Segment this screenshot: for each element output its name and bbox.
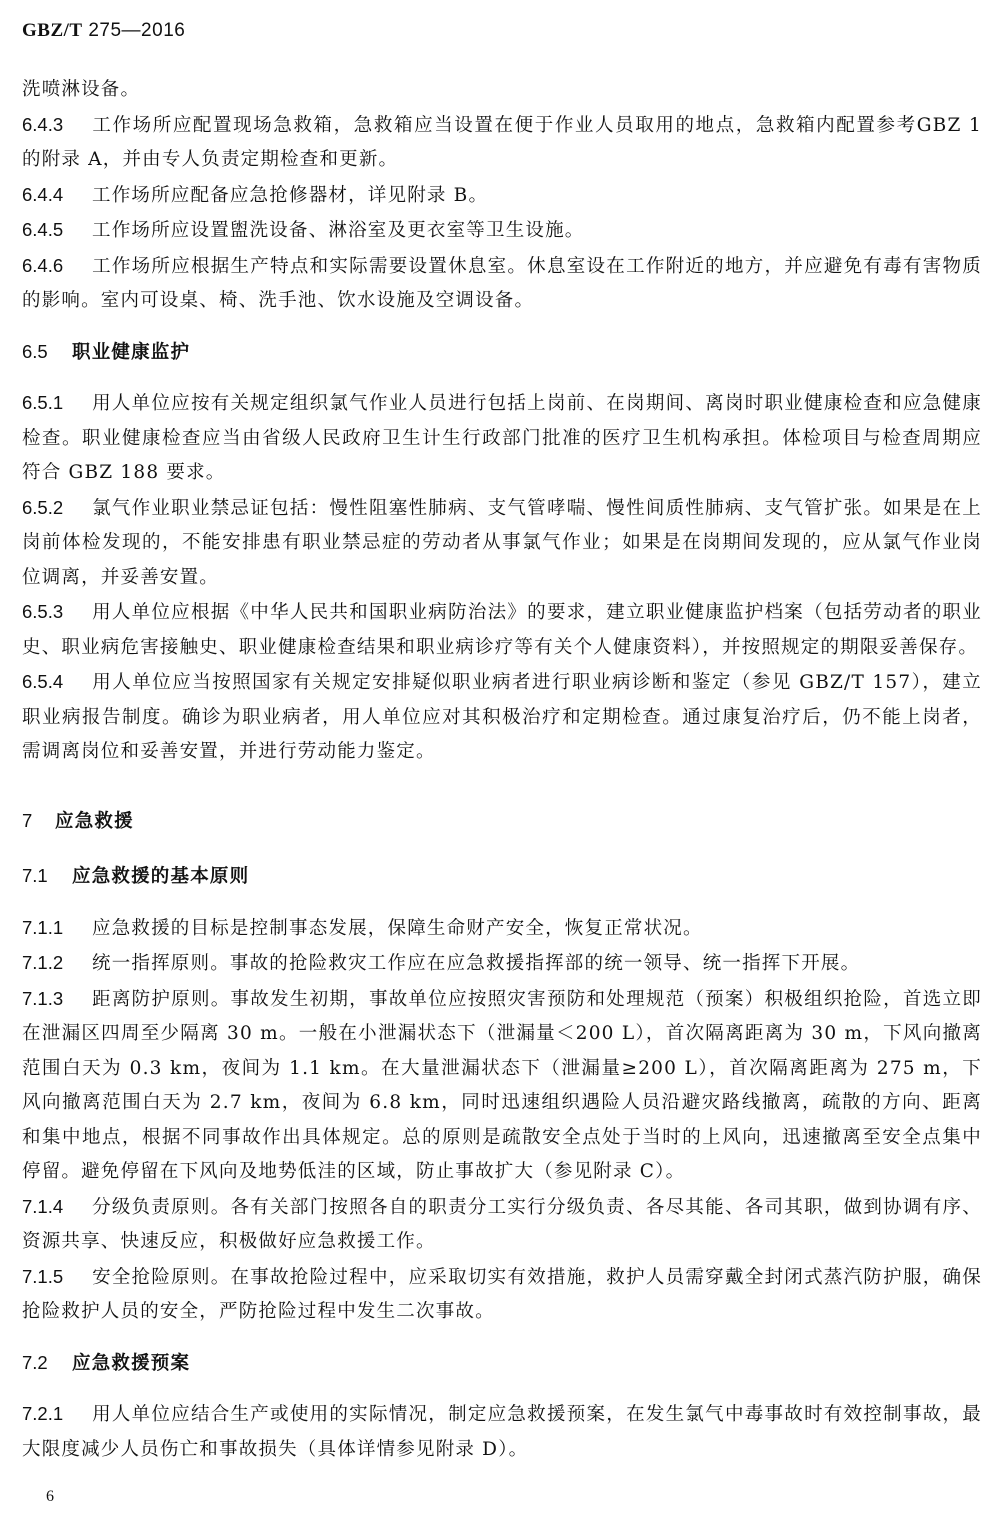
section-title: 职业健康监护 [72, 341, 191, 363]
clause-number: 7.1.3 [22, 987, 64, 1009]
clause-6-5-1 [22, 386, 982, 491]
clause-number: 6.4.3 [22, 113, 64, 135]
section-title: 应急救援的基本原则 [72, 866, 250, 887]
clause-text: 分级负责原则。各有关部门按照各自的职责分工实行分级负责、各尽其能、各司其职，做到协调有序、资源共享、快速反应，积极做好应急救援工作。 [22, 1196, 982, 1252]
clause-6-4-5 [22, 213, 982, 249]
clause-text: 应急救援的目标是控制事态发展，保障生命财产安全，恢复正常状况。 [92, 917, 703, 939]
clause-number: 7.1.4 [22, 1195, 64, 1217]
clause-number: 6.4.5 [22, 219, 64, 240]
clause-6-4-3 [22, 108, 982, 178]
clause-7-1-2 [22, 946, 982, 982]
clause-number: 7.1.1 [22, 916, 64, 938]
clause-number: 6.4.6 [22, 254, 64, 276]
clause-text: 安全抢险原则。在事故抢险过程中，应采取切实有效措施，救护人员需穿戴全封闭式蒸汽防护服，确保抢险救护人员的安全，严防抢险过程中发生二次事故。 [22, 1266, 982, 1322]
clause-7-1-5 [22, 1260, 982, 1330]
chapter-number: 7 [22, 809, 33, 831]
section-number: 6.5 [22, 340, 48, 362]
chapter-title: 应急救援 [55, 810, 134, 832]
clause-text: 用人单位应结合生产或使用的实际情况，制定应急救援预案，在发生氯气中毒事故时有效控制事故，最大限度减少人员伤亡和事故损失（具体详情参见附录 D）。 [22, 1404, 982, 1460]
clause-text: 氯气作业职业禁忌证包括：慢性阻塞性肺病、支气管哮喘、慢性间质性肺病、支气管扩张。如果是在上岗前体检发现的，不能安排患有职业禁忌症的劳动者从事氯气作业；如果是在岗期间发现的，应从氯气作业岗位调离，并妥善安置。 [22, 497, 982, 588]
clause-7-1-3 [22, 982, 982, 1190]
section-number: 7.2 [22, 1351, 48, 1373]
clause-text: 用人单位应按有关规定组织氯气作业人员进行包括上岗前、在岗期间、离岗时职业健康检查和应急健康检查。职业健康检查应当由省级人民政府卫生计生行政部门批准的医疗卫生机构承担。体检项目与检查周期应符合 GBZ 188 要求。 [22, 393, 982, 483]
chapter-heading-7 [22, 804, 982, 840]
standard-number: 275—2016 [88, 20, 186, 41]
clause-number: 6.5.4 [22, 671, 64, 692]
paragraph [22, 73, 982, 108]
clause-text: 用人单位应当按照国家有关规定安排疑似职业病者进行职业病诊断和鉴定（参见 GBZ/T 157），建立职业病报告制度。确诊为职业病者，用人单位应对其积极治疗和定期检查。通过康复治疗后，仍不能上岗者，需调离岗位和妥善安置，并进行劳动能力鉴定。 [22, 672, 982, 762]
clause-number: 6.5.1 [22, 392, 64, 413]
clause-text: 工作场所应设置盥洗设备、淋浴室及更衣室等卫生设施。 [92, 220, 585, 241]
standard-code: GBZ/T [22, 20, 83, 41]
clause-number: 7.1.2 [22, 952, 64, 973]
document-body [22, 73, 982, 1467]
clause-7-1-1 [22, 911, 982, 947]
clause-text: 用人单位应根据《中华人民共和国职业病防治法》的要求，建立职业健康监护档案（包括劳动者的职业史、职业病危害接触史、职业健康检查结果和职业病诊疗等有关个人健康资料），并按照规定的期限妥善保存。 [22, 602, 982, 658]
clause-7-1-4 [22, 1190, 982, 1260]
paragraph-text: 洗喷淋设备。 [22, 79, 141, 100]
clause-6-4-4 [22, 178, 982, 214]
clause-6-4-6 [22, 249, 982, 319]
clause-text: 距离防护原则。事故发生初期，事故单位应按照灾害预防和处理规范（预案）积极组织抢险，首选立即在泄漏区四周至少隔离 30 m。一般在小泄漏状态下（泄漏量＜200 L），首次隔离距离为 30 m，下风向撤离范围白天为 0.3 km，夜间为 1.1 km。在大量泄漏状态下（泄漏量≥200 L），首次隔离距离为 275 m，下风向撤离范围白天为 2.7 km，夜间为 6.8 km，同时迅速组织遇险人员沿避灾路线撤离，疏散的方向、距离和集中地点，根据不同事故作出具体规定。总的原则是疏散安全点处于当时的上风向，迅速撤离至安全点集中停留。避免停留在下风向及地势低洼的区域，防止事故扩大（参见附录 C）。 [22, 988, 982, 1182]
section-heading-7-1 [22, 859, 982, 895]
clause-text: 工作场所应根据生产特点和实际需要设置休息室。休息室设在工作附近的地方，并应避免有毒有害物质的影响。室内可设桌、椅、洗手池、饮水设施及空调设备。 [22, 255, 982, 311]
clause-number: 6.5.2 [22, 496, 64, 518]
section-heading-6-5 [22, 335, 982, 371]
clause-number: 7.2.1 [22, 1403, 64, 1424]
clause-6-5-2 [22, 491, 982, 596]
clause-text: 工作场所应配置现场急救箱，急救箱应当设置在便于作业人员取用的地点，急救箱内配置参考GBZ 1 的附录 A，并由专人负责定期检查和更新。 [22, 114, 982, 170]
page-header [22, 20, 185, 42]
clause-7-2-1 [22, 1397, 982, 1467]
section-number: 7.1 [22, 865, 48, 886]
section-heading-7-2 [22, 1346, 982, 1382]
clause-6-5-3 [22, 595, 982, 665]
clause-number: 6.4.4 [22, 183, 64, 205]
clause-number: 6.5.3 [22, 601, 64, 622]
page-number: 6 [46, 1488, 54, 1505]
clause-number: 7.1.5 [22, 1265, 64, 1287]
clause-6-5-4 [22, 665, 982, 770]
clause-text: 工作场所应配备应急抢修器材，详见附录 B。 [92, 184, 489, 206]
section-title: 应急救援预案 [72, 1352, 191, 1374]
clause-text: 统一指挥原则。事故的抢险救灾工作应在应急救援指挥部的统一领导、统一指挥下开展。 [92, 953, 861, 974]
